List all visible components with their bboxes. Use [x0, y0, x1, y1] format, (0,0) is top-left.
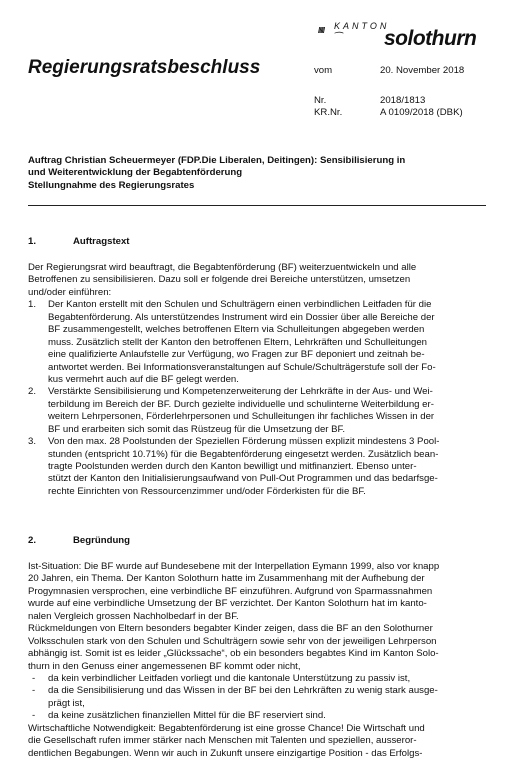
- list-item: [28, 386, 488, 436]
- dash-item: [28, 685, 488, 710]
- dash-item: [28, 673, 488, 685]
- text-line: nalen Vergleich grossen Nachholbedarf in der BF.: [28, 610, 239, 622]
- text-line: da kein verbindlicher Leitfaden vorliegt und die kantonale Unterstützung zu passiv ist,: [48, 672, 411, 684]
- list-marker: 3.: [28, 436, 37, 448]
- text-line: Wirtschaftliche Notwendigkeit: Begabtenförderung ist eine grosse Chance! Die Wirtschaft und: [28, 722, 425, 734]
- subject-block: [28, 155, 405, 192]
- meta-date-value: 20. November 2018: [380, 65, 465, 76]
- text-line: eine qualifizierte Anlaufstelle zur Verfügung, wo Fragen zur BF deponiert und zeitnah be-: [48, 349, 425, 361]
- text-line: Rückmeldungen von Eltern besonders begabter Kinder zeigen, dass die BF an den Solothurner: [28, 623, 433, 635]
- section-title: Begründung: [73, 535, 131, 546]
- text-line: Verstärkte Sensibilisierung und Kompetenzerweiterung der Lehrkräfte in der Aus- und Wei-: [48, 386, 433, 398]
- text-line: 20 Jahren, ein Thema. Der Kanton Solothurn hatte im Zusammenhang mit der Aufhebung der: [28, 573, 425, 585]
- text-line: Volksschulen stark von den Schulen und Schulträgern sowie sehr von der jeweiligen Lehrperson: [28, 635, 437, 647]
- text-line: Von den max. 28 Poolstunden der Speziellen Förderung müssen explizit mindestens 3 Pool-: [48, 436, 440, 448]
- meta-krnr-label: KR.Nr.: [314, 107, 343, 118]
- canton-logo: [318, 18, 494, 48]
- logo-kanton-text: KANTON: [334, 21, 390, 31]
- dash-item: [28, 710, 488, 722]
- dash-marker: -: [32, 685, 36, 697]
- text-line: rechte Einrichten von Ressourcenzimmer und/oder Förderkisten für die BF.: [48, 485, 366, 497]
- section-number: 1.: [28, 236, 37, 247]
- text-line: wurde auf eine verbindliche Umsetzung der BF verzichtet. Der Kanton Solothurn hat im kanto-: [28, 598, 427, 610]
- text-line: Der Kanton erstellt mit den Schulen und Schulträgern einen verbindlichen Leitfaden für die: [48, 299, 432, 311]
- text-line: BF und erarbeiten sich somit das Rüstzeug für die Umsetzung der BF.: [48, 423, 346, 435]
- logo-stripes: /////: [318, 26, 325, 35]
- text-line: da keine zusätzlichen finanziellen Mittel für die BF reserviert sind.: [48, 710, 326, 722]
- subject-line: und Weiterentwicklung der Begabtenförderung: [28, 167, 243, 179]
- list-marker: 2.: [28, 386, 37, 398]
- section-number: 2.: [28, 535, 37, 546]
- text-line: da die Sensibilisierung und das Wissen in der BF bei den Lehrkräften zu wenig stark ausge-: [48, 685, 438, 697]
- text-line: Begabtenförderung. Als unterstützendes Instrument wird ein Dossier über alle Bereiche der: [48, 311, 435, 323]
- meta-krnr-value: A 0109/2018 (DBK): [380, 107, 463, 118]
- section-title: Auftragstext: [73, 236, 130, 247]
- text-line: antwortet werden. Bei Informationsveranstaltungen auf Schule/Schulträgerstufe soll der Fo-: [48, 361, 436, 373]
- text-line: und/oder einführen:: [28, 286, 112, 298]
- text-line: dentlichen Begabungen. Wenn wir auch in Zukunft unsere einzigartige Position - das Erfolgs-: [28, 747, 423, 759]
- text-line: prägt ist,: [48, 697, 85, 709]
- text-line: die Gesellschaft rufen immer stärker nach Menschen mit Talenten und speziellen, ausseror-: [28, 735, 417, 747]
- section-2-heading: [28, 535, 328, 549]
- text-line: BF zusammengestellt, welches betroffenen Eltern via Schulleitungen abgegeben werden: [48, 324, 425, 336]
- text-line: muss. Zusätzlich stellt der Kanton den betroffenen Eltern, Lehrkräften und Schulleitungen: [48, 336, 428, 348]
- list-item: [28, 436, 488, 498]
- subject-line: Auftrag Christian Scheuermeyer (FDP.Die Liberalen, Deitingen): Sensibilisierung in: [28, 155, 406, 166]
- meta-number-value: 2018/1813: [380, 95, 426, 106]
- text-line: Progymnasien versprochen, eine verbindliche BF einzuführen. Aufgrund von Sparmassnahmen: [28, 585, 433, 597]
- dash-marker: -: [32, 672, 36, 684]
- section-1-body: [28, 262, 488, 498]
- logo-swoosh-icon: ⁀: [333, 33, 342, 44]
- text-line: Ist-Situation: Die BF wurde auf Bundesebene mit der Interpellation Eymann 1999, also vor knapp: [28, 561, 440, 572]
- meta-date-label: vom: [314, 65, 333, 76]
- text-line: stützt der Kanton den Initialisierungsaufwand von Pull-Out Programmen und das bedarfsge-: [48, 473, 438, 485]
- text-line: kus vermehrt auch auf die BF gelegt werden.: [48, 373, 239, 385]
- section-1-heading: [28, 236, 328, 250]
- text-line: Betroffenen zu sensibilisieren. Dazu soll er folgende drei Bereiche unterstützen, umsetzen: [28, 274, 411, 286]
- dash-marker: -: [32, 710, 36, 722]
- section-2-body: [28, 561, 488, 760]
- text-line: Der Regierungsrat wird beauftragt, die Begabtenförderung (BF) weiterzuentwickeln und alle: [28, 262, 417, 273]
- text-line: abhängig ist. Somit ist es leider „Glückssache“, ob ein besonders begabtes Kind im Kanton Solo-: [28, 648, 439, 660]
- list-item: [28, 299, 488, 386]
- subject-line: Stellungnahme des Regierungsrates: [28, 179, 195, 191]
- horizontal-rule: [28, 205, 486, 206]
- document-title: Regierungsratsbeschluss: [28, 57, 261, 78]
- text-line: stunden (entspricht 10.71%) für die Begabtenförderung eingesetzt werden. Zusätzlich bean-: [48, 448, 439, 460]
- text-line: thurn in den Genuss einer angemessenen BF kommt oder nicht,: [28, 660, 301, 672]
- logo-canton-name: solothurn: [384, 27, 477, 50]
- meta-number-label: Nr.: [314, 95, 327, 106]
- text-line: weitern Lehrpersonen, Förderlehrpersonen und Schulleitungen ihr fachliches Wissen in der: [48, 411, 435, 423]
- text-line: terbildung im Bereich der BF. Durch gezielte individuelle und schulinterne Weiterbildung er-: [48, 398, 434, 410]
- list-marker: 1.: [28, 299, 37, 311]
- text-line: tragte Poolstunden werden durch den Kanton bewilligt und mitfinanziert. Ebenso unter-: [48, 461, 417, 472]
